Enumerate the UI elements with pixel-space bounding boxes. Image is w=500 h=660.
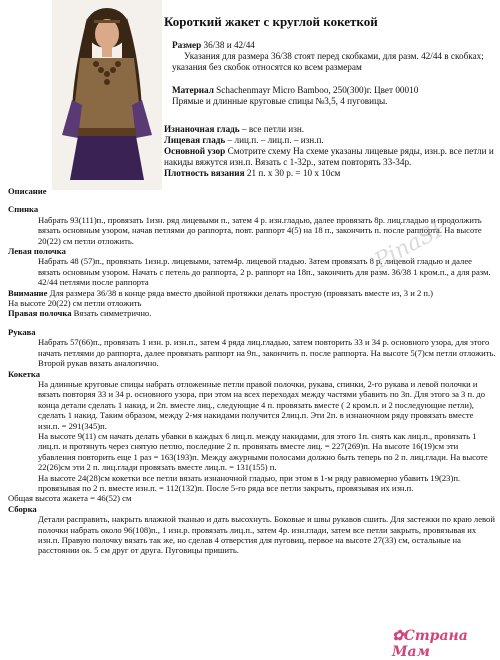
material-block — [172, 85, 492, 107]
density-text: 21 п. x 30 р. = 10 x 10см — [244, 168, 341, 178]
size-note: Указания для размера 36/38 стоят перед скобками, для разм. 42/44 в скобках; указания без скобок относятся ко всем размерам — [172, 51, 484, 72]
yoke-heading: Кокетка — [8, 368, 40, 379]
back-heading: Спинка — [8, 204, 39, 215]
yoke-paragraph-2: На высоте 9(11) см начать делать убавки в каждых 6 лиц.п. между накидами, для этого 1п. снять как лиц.п., провязать 1 лиц.п. и протянуть через снятую петлю, последние 2 п. провязать вместе лиц. = 227(269)п. На высоте 16(19)см эти убавления повторить еще 1 раз = 163(193)п. Между ажурными полосами должно быть теперь по 2 п. лиц.глади. На высоте 22(26)см эти 2 п. лиц.глади провязать вместе лиц.п. = 131(155) п. — [38, 430, 488, 473]
main-pattern-label: Основной узор — [164, 146, 226, 156]
attention-label: Внимание — [8, 287, 48, 298]
main-pattern-text: Смотрите схему На схеме указаны лицевые ряды, изн.р. все петли и накиды вяжутся изн.п. Вязать с 1-32р., затем повторять 33-34р. — [164, 146, 494, 167]
purl-label: Изнаночная гладь — [164, 124, 240, 134]
sleeves-text: Набрать 57(66)п., провязать 1 изн. р. изн.п., затем 4 ряда лиц.гладью, затем повторить 33 и 34 р. основного узора, для этого начать петлями до раппорта, далее провязать раппорт на 9п., закончить п. после раппорта. На высоте 5(7)см петли отложить. Второй рукав вязать аналогично. — [38, 337, 496, 369]
right-front-line — [8, 308, 496, 318]
attention-text: Для размера 36/38 в конце ряда вместо двойной протяжки делать простую (провязать вместе из, 3 и 2 п.) — [47, 287, 434, 298]
assembly-text: Детали расправить, накрыть влажной тканью и дать высохнуть. Боковые и швы рукавов сшить. Для застежки по краю левой полочки набрать около 96(108)п., 1 изн.р. провязать лиц.п., затем 4р. изн.глади, затем все петли закрыть, провязывая их изн.п. Правую полочку вязать так же, но сделав 4 отверстия для пуговиц, первое на высоте 27(33) см, остальные на расстоянии ок. 5 см друг от друга. Пуговицы пришить. — [38, 514, 495, 556]
purl-text: – все петли изн. — [239, 124, 305, 134]
material-value: Schachenmayr Micro Bamboo, 250(300)г. Цвет 00010 — [213, 85, 419, 95]
opisanie-heading: Описание — [8, 186, 47, 196]
left-front-text: Набрать 48 (57)п., провязать 1изн.р. лицевыми, затем4р. лицевой гладью. Затем провязать 8 р. лицевой гладью и далее вязать основным узором. Начать с петель до раппорта, 2 р. раппорт на 18п., закончить для разм. 36/38 1 кром.п., а для разм. 42/44 петлями после раппорта — [38, 256, 491, 288]
definitions-block — [164, 124, 494, 179]
yoke-paragraph-1: На длинные круговые спицы набрать отложенные петли правой полочки, рукава, спинки, 2-го рукава и левой полочки и вязать повторяя 33 и 34 р. основного узора, при этом на всех переходах между частями убавить по 3п. Для этого за 3 п. до конца детали сделать 1 накид, и 2п. вместе лиц., следующие 4 п. провязать вместе ( 2 кром.п. и 2 последующие петли), сделать 1 накид. Таким образом, между 2-мя накидами получится 2лиц.п. Эти 2п. в изнаночном ряду провязать вместе изн.п. = 291(345)п. — [38, 378, 486, 431]
size-value: 36/38 и 42/44 — [201, 40, 255, 50]
size-label: Размер — [172, 40, 202, 50]
total-height: Общая высота жакета = 46(52) см — [8, 493, 132, 504]
sleeves-heading: Рукава — [8, 326, 36, 337]
knit-text: – лиц.п. – лиц.п. – изн.п. — [225, 135, 324, 145]
back-text: Набрать 93(111)п., провязать 1изн. ряд лицевыми п., затем 4 р. изн.гладью, далее провязать 8р. лиц.гладью и продолжить вязать основным узором, начав петлями до раппорта, повт. раппорт 4(5) на 18 п., закончить п. после раппорта. На высоте 20(22) см петли отложить. — [38, 214, 482, 246]
size-block — [172, 40, 492, 73]
material-label: Материал — [172, 85, 214, 95]
knit-label: Лицевая гладь — [164, 135, 226, 145]
yoke-paragraph-3: На высоте 24(28)см кокетки все петли вязать изнаночной гладью, при этом в 1-м ряду равномерно убавить 19(23)п. провязывая по 2 п. вместе изн.п. = 112(132)п. После 5-го ряда все петли закрыть, провязывая их изн.п. — [38, 472, 461, 493]
assembly-heading: Сборка — [8, 503, 37, 514]
attention-height: На высоте 20(22) см петли отложить — [8, 298, 142, 309]
left-front-heading: Левая полочка — [8, 246, 66, 257]
material-note: Прямые и длинные круговые спицы №3,5, 4 пуговицы. — [172, 96, 388, 106]
watermark-site: ✿Страна Мам — [392, 628, 468, 660]
model-photo — [52, 0, 162, 190]
right-front-label: Правая полочка — [8, 308, 72, 319]
page-title: Короткий жакет с круглой кокеткой — [164, 14, 378, 29]
attention-line — [8, 288, 496, 298]
density-label: Плотность вязания — [164, 168, 245, 178]
right-front-text: Вязать симметрично. — [71, 308, 152, 319]
watermark-pinasp: PinaSP — [370, 214, 453, 275]
